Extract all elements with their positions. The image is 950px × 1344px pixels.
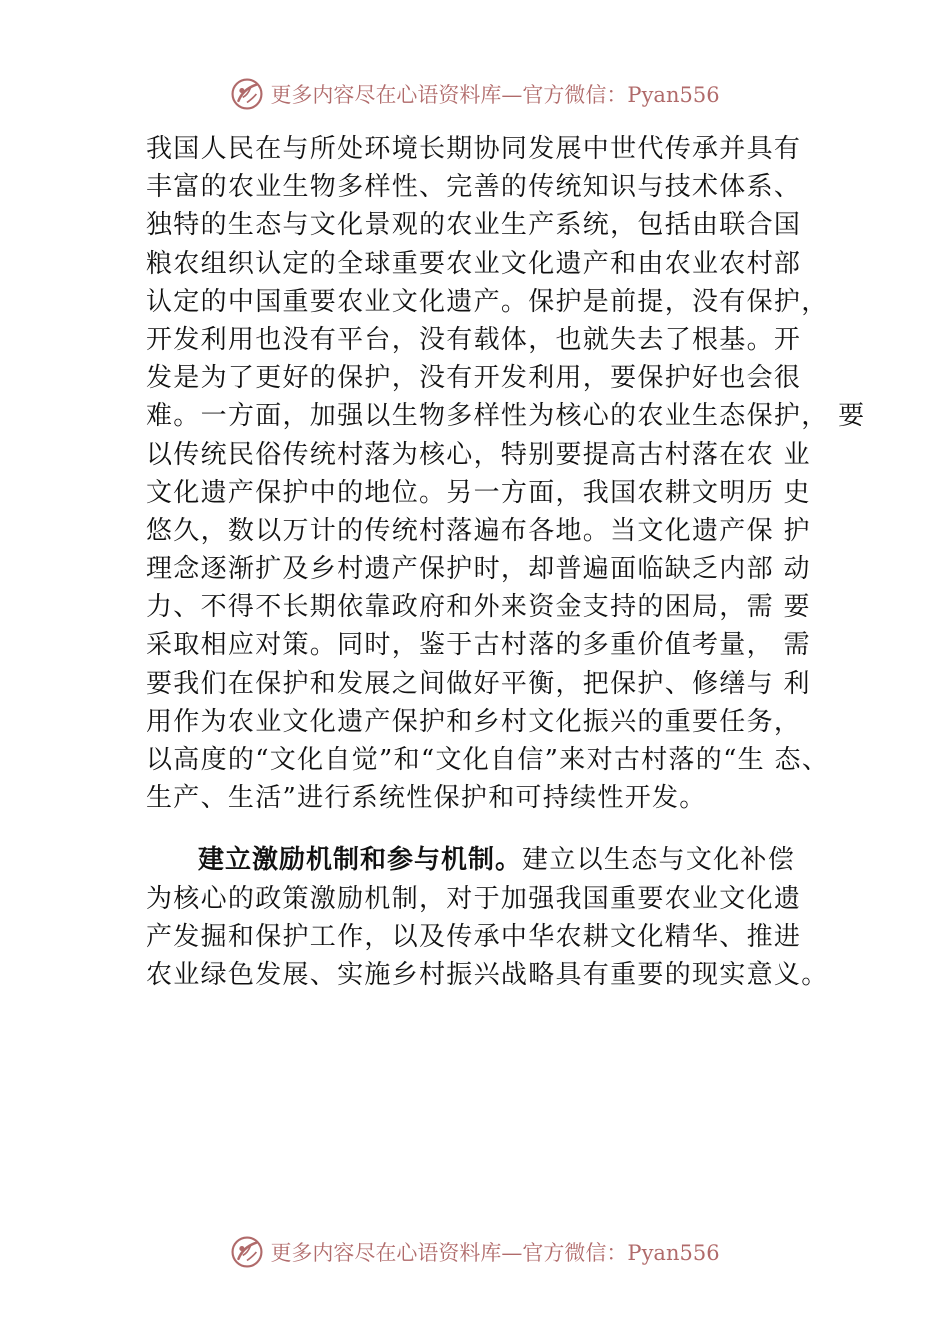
paragraph-1: [146, 130, 866, 817]
text-line: 发是为了更好的保护，没有开发利用，要保护好也会很: [146, 363, 802, 394]
text-line: 为核心的政策激励机制，对于加强我国重要农业文化遗: [146, 883, 802, 914]
text-line: 农业绿色发展、实施乡村振兴战略具有重要的现实意义。: [146, 959, 829, 990]
text-line: 独特的生态与文化景观的农业生产系统，包括由联合国: [146, 210, 802, 241]
text-line-first: [146, 841, 846, 879]
flower-seal-logo-icon: [230, 77, 264, 111]
text-line: 理念逐渐扩及乡村遗产保护时，却普遍面临缺乏内部 动: [146, 554, 811, 585]
text-line: 力、不得不长期依靠政府和外来资金支持的困局，需 要: [146, 592, 811, 623]
text-line: 难。一方面，加强以生物多样性为核心的农业生态保护， 要: [146, 401, 866, 432]
text-line: 以传统民俗传统村落为核心，特别要提高古村落在农 业: [146, 439, 811, 470]
text-line: 以高度的“文化自觉”和“文化自信”来对古村落的“生 态、: [146, 745, 830, 775]
text-line: 文化遗产保护中的地位。另一方面，我国农耕文明历 史: [146, 477, 811, 508]
paragraph-spacer: [146, 817, 846, 841]
text-line: 要我们在保护和发展之间做好平衡，把保护、修缮与 利: [146, 668, 811, 699]
text-line: 产发掘和保护工作，以及传承中华农耕文化精华、推进: [146, 921, 802, 952]
paragraph-2: [146, 841, 846, 994]
flower-seal-logo-icon: [230, 1235, 264, 1269]
paragraph-lead-heading: 建立激励机制和参与机制。: [198, 845, 523, 876]
footer-banner: [0, 1232, 950, 1272]
footer-banner-text: 更多内容尽在心语资料库—官方微信：Pyan556: [270, 1241, 720, 1265]
header-banner-text: 更多内容尽在心语资料库—官方微信：Pyan556: [270, 83, 720, 107]
document-body: [146, 130, 866, 994]
text-line: 生产、生活”进行系统性保护和可持续性开发。: [146, 783, 707, 814]
text-line: 粮农组织认定的全球重要农业文化遗产和由农业农村部: [146, 248, 802, 279]
header-banner: [0, 74, 950, 114]
text-line: 认定的中国重要农业文化遗产。保护是前提，没有保护，: [146, 286, 829, 317]
text-line: 丰富的农业生物多样性、完善的传统知识与技术体系、: [146, 172, 802, 203]
text-line: 悠久，数以万计的传统村落遍布各地。当文化遗产保 护: [146, 515, 811, 546]
text-line: 我国人民在与所处环境长期协同发展中世代传承并具有: [146, 134, 802, 164]
text-line: 开发利用也没有平台，没有载体，也就失去了根基。开: [146, 324, 802, 355]
text-line: 采取相应对策。同时，鉴于古村落的多重价值考量， 需: [146, 630, 811, 661]
text-line: 用作为农业文化遗产保护和乡村文化振兴的重要任务，: [146, 706, 802, 737]
paragraph-first-line-rest: 建立以生态与文化补偿: [522, 845, 796, 876]
